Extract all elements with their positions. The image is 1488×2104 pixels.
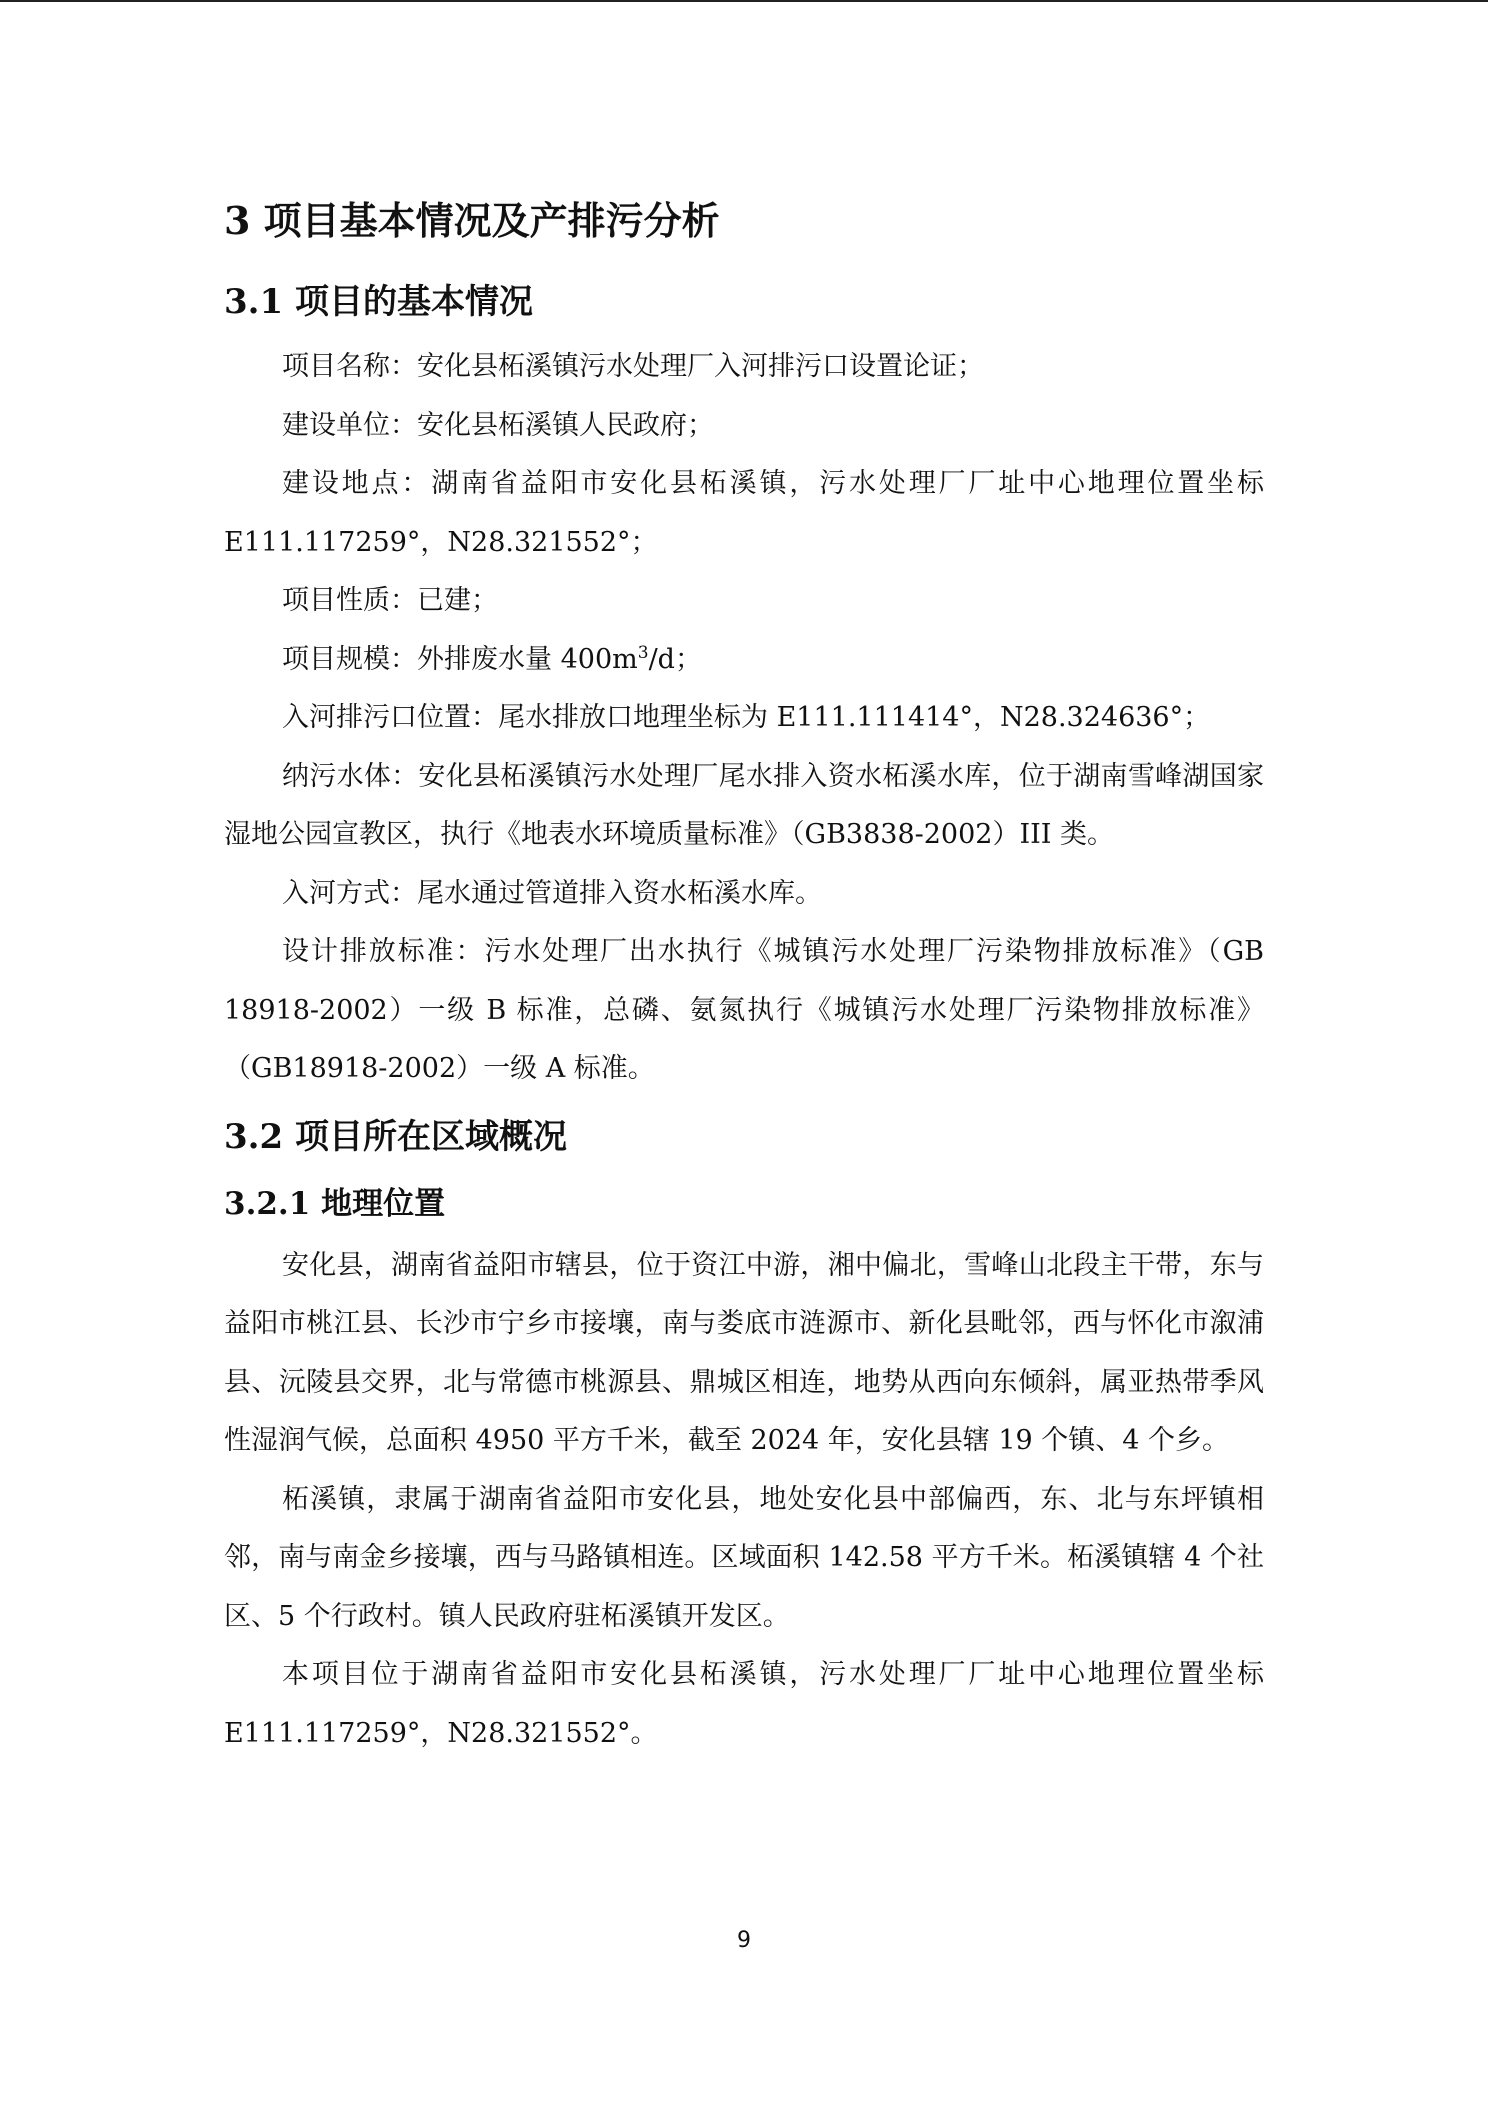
chapter-heading: 3 项目基本情况及产排污分析 [224, 198, 720, 243]
scale-unit: /d； [648, 643, 702, 675]
page-content [224, 192, 1264, 1763]
location-paragraph: 建设地点：湖南省益阳市安化县柘溪镇，污水处理厂厂址中心地理位置坐标E111.117259°，N28.321552°； [224, 468, 1264, 558]
geo-paragraph-town: 柘溪镇，隶属于湖南省益阳市安化县，地处安化县中部偏西，东、北与东坪镇相邻，南与南金乡接壤，西与马路镇相连。区域面积 142.58 平方千米。柘溪镇辖 4 个社区、5 个行政村。镇人民政府驻柘溪镇开发区。 [224, 1483, 1264, 1632]
nature-paragraph: 项目性质：已建； [282, 585, 498, 616]
builder-paragraph: 建设单位：安化县柘溪镇人民政府； [282, 409, 714, 441]
outfall-location-paragraph: 入河排污口位置：尾水排放口地理坐标为 E111.111414°，N28.324636°； [282, 702, 1211, 733]
subsection-heading-geo-location: 3.2.1 地理位置 [224, 1185, 446, 1222]
design-standard-paragraph: 设计排放标准：污水处理厂出水执行《城镇污水处理厂污染物排放标准》（GB 18918-2002）一级 B 标准，总磷、氨氮执行《城镇污水处理厂污染物排放标准》（GB18918-2002）一级 A 标准。 [224, 936, 1264, 1084]
scale-text: 项目规模：外排废水量 400m [282, 643, 638, 675]
geo-paragraph-project: 本项目位于湖南省益阳市安化县柘溪镇，污水处理厂厂址中心地理位置坐标E111.117259°，N28.321552°。 [224, 1659, 1264, 1749]
scale-superscript: 3 [637, 642, 649, 663]
section-heading-regional-overview: 3.2 项目所在区域概况 [224, 1116, 567, 1157]
scale-paragraph [224, 631, 1264, 690]
geo-paragraph-county: 安化县，湖南省益阳市辖县，位于资江中游，湘中偏北，雪峰山北段主干带，东与益阳市桃江县、长沙市宁乡市接壤，南与娄底市涟源市、新化县毗邻，西与怀化市溆浦县、沅陵县交界，北与常德市桃源县、鼎城区相连，地势从西向东倾斜，属亚热带季风性湿润气候，总面积 4950 平方千米，截至 2024 年，安化县辖 19 个镇、4 个乡。 [224, 1249, 1264, 1456]
project-name-paragraph: 项目名称：安化县柘溪镇污水处理厂入河排污口设置论证； [282, 351, 984, 382]
receiving-water-paragraph: 纳污水体：安化县柘溪镇污水处理厂尾水排入资水柘溪水库，位于湖南雪峰湖国家湿地公园宣教区，执行《地表水环境质量标准》（GB3838-2002）III 类。 [224, 760, 1264, 850]
page-number: 9 [737, 1928, 751, 1953]
section-heading-basic-info: 3.1 项目的基本情况 [224, 282, 533, 322]
discharge-method-paragraph: 入河方式：尾水通过管道排入资水柘溪水库。 [282, 877, 822, 909]
